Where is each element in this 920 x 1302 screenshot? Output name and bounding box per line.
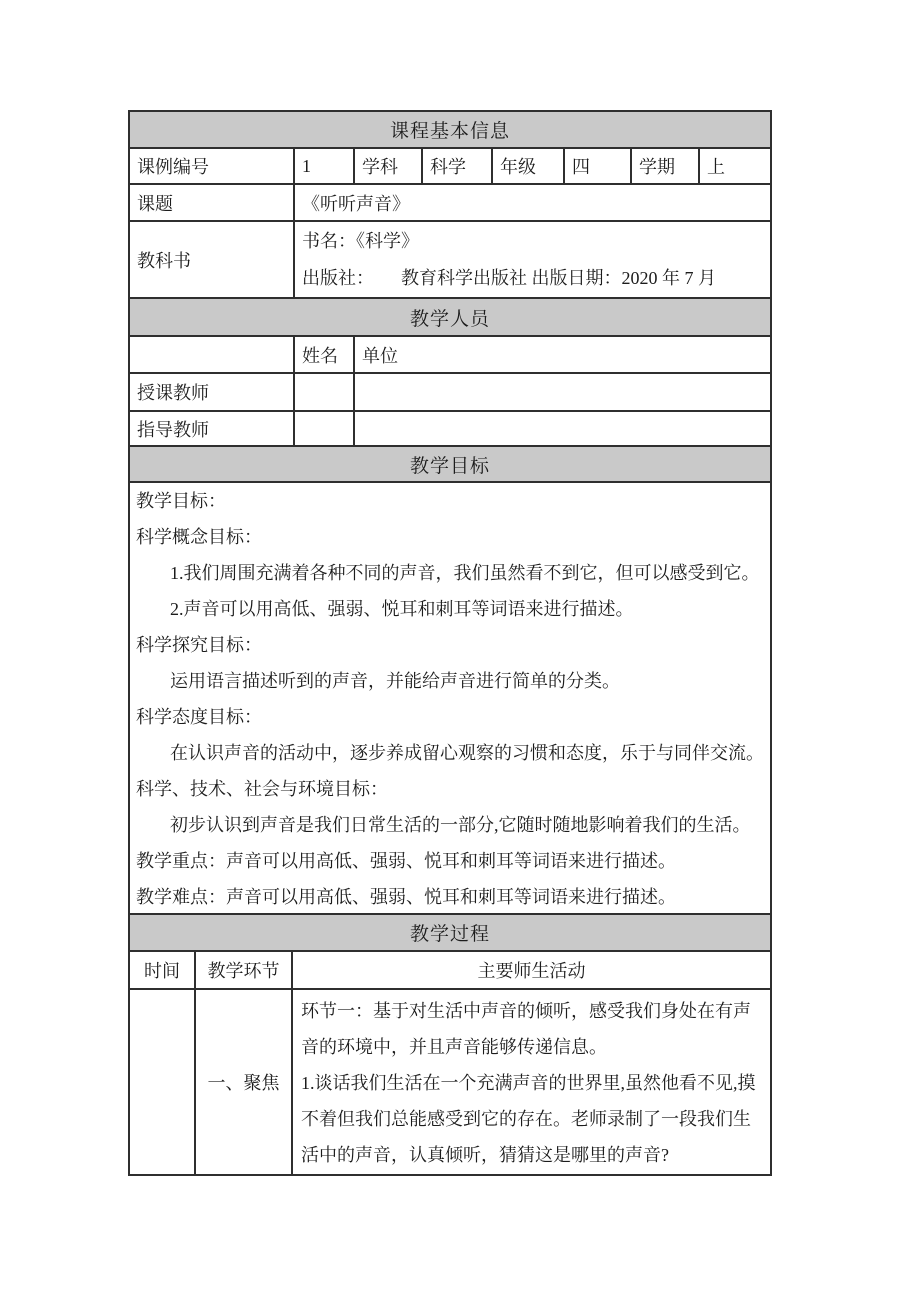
section-title-staff: 教学人员 <box>409 308 490 330</box>
row-course-basic <box>130 149 770 185</box>
cell-staff-name-header: 姓名 <box>295 337 355 372</box>
cell-staff-unit-header: 单位 <box>362 345 398 366</box>
cell-lesson-title-value: 《听听声音》 <box>302 193 410 214</box>
row-lesson-title <box>130 185 770 222</box>
row-process-header <box>130 952 770 990</box>
cell-advisor-unit <box>355 412 770 445</box>
cell-grade-value: 四 <box>565 149 632 183</box>
cell-term-label: 学期 <box>632 149 700 183</box>
section-title-course-info: 课程基本信息 <box>389 121 510 142</box>
objectives-line: 科学探究目标： <box>136 635 262 655</box>
row-advisor <box>130 412 770 447</box>
activity-paragraphs <box>293 990 770 1173</box>
objectives-line: 科学态度目标： <box>136 707 262 727</box>
cell-stage-value: 一、聚焦 <box>196 990 293 1174</box>
activity-paragraph: 环节一：基于对生活中声音的倾听，感受我们身处在有声音的环境中，并且声音能够传递信息。 <box>301 1001 751 1057</box>
cell-time-value <box>130 990 196 1174</box>
objectives-line: 科学概念目标： <box>136 527 262 547</box>
cell-subject-label: 学科 <box>355 149 423 183</box>
objectives-line: 初步认识到声音是我们日常生活的一部分,它随时随地影响着我们的生活。 <box>170 815 751 835</box>
row-lecturer <box>130 374 770 412</box>
textbook-publisher: 出版社： 教育科学出版社 出版日期：2020 年 7 月 <box>302 268 716 288</box>
cell-grade-label: 年级 <box>493 149 565 183</box>
section-header-objectives <box>130 447 770 483</box>
textbook-book-name: 书名：《科学》 <box>302 231 419 251</box>
objectives-line: 科学、技术、社会与环境目标： <box>136 779 388 799</box>
section-header-staff <box>130 299 770 337</box>
row-staff-header <box>130 337 770 374</box>
objectives-line: 教学难点：声音可以用高低、强弱、悦耳和刺耳等词语来进行描述。 <box>136 887 676 907</box>
cell-lecturer-label: 授课教师 <box>130 374 295 410</box>
activity-paragraph: 1.谈话我们生活在一个充满声音的世界里,虽然他看不见,摸不着但我们总能感受到它的存在。老师录制了一段我们生活中的声音，认真倾听，猜猜这是哪里的声音? <box>301 1073 756 1165</box>
cell-lesson-title-label: 课题 <box>130 185 295 220</box>
cell-lecturer-unit <box>355 374 770 410</box>
cell-subject-value: 科学 <box>423 149 493 183</box>
cell-lesson-id-label: 课例编号 <box>130 149 295 183</box>
objectives-line: 2.声音可以用高低、强弱、悦耳和刺耳等词语来进行描述。 <box>170 599 634 619</box>
section-title-objectives: 教学目标 <box>409 455 490 477</box>
cell-activity-value <box>293 990 770 1174</box>
cell-staff-empty <box>130 337 295 372</box>
cell-textbook-label: 教科书 <box>130 222 295 297</box>
cell-stage-header: 教学环节 <box>196 952 293 988</box>
row-process-focus <box>130 990 770 1174</box>
cell-activity-header: 主要师生活动 <box>477 961 586 981</box>
objectives-line: 教学重点：声音可以用高低、强弱、悦耳和刺耳等词语来进行描述。 <box>136 851 676 871</box>
objectives-line: 1.我们周围充满着各种不同的声音，我们虽然看不到它，但可以感受到它。 <box>170 563 760 583</box>
section-header-course-info <box>130 112 770 149</box>
section-header-process <box>130 915 770 952</box>
cell-advisor-name <box>295 412 355 445</box>
row-textbook <box>130 222 770 299</box>
section-title-process: 教学过程 <box>409 924 490 945</box>
cell-term-value: 上 <box>707 157 725 177</box>
lesson-plan-table <box>128 110 772 1176</box>
cell-time-header: 时间 <box>130 952 196 988</box>
objectives-line: 在认识声音的活动中，逐步养成留心观察的习惯和态度，乐于与同伴交流。 <box>170 743 764 763</box>
cell-textbook-value <box>295 222 770 297</box>
objectives-line: 教学目标： <box>136 491 226 511</box>
objectives-cell <box>130 483 770 915</box>
cell-advisor-label: 指导教师 <box>130 412 295 445</box>
textbook-lines <box>302 222 716 297</box>
objectives-line: 运用语言描述听到的声音，并能给声音进行简单的分类。 <box>170 671 620 691</box>
cell-lesson-id-value: 1 <box>295 149 355 183</box>
cell-lecturer-name <box>295 374 355 410</box>
